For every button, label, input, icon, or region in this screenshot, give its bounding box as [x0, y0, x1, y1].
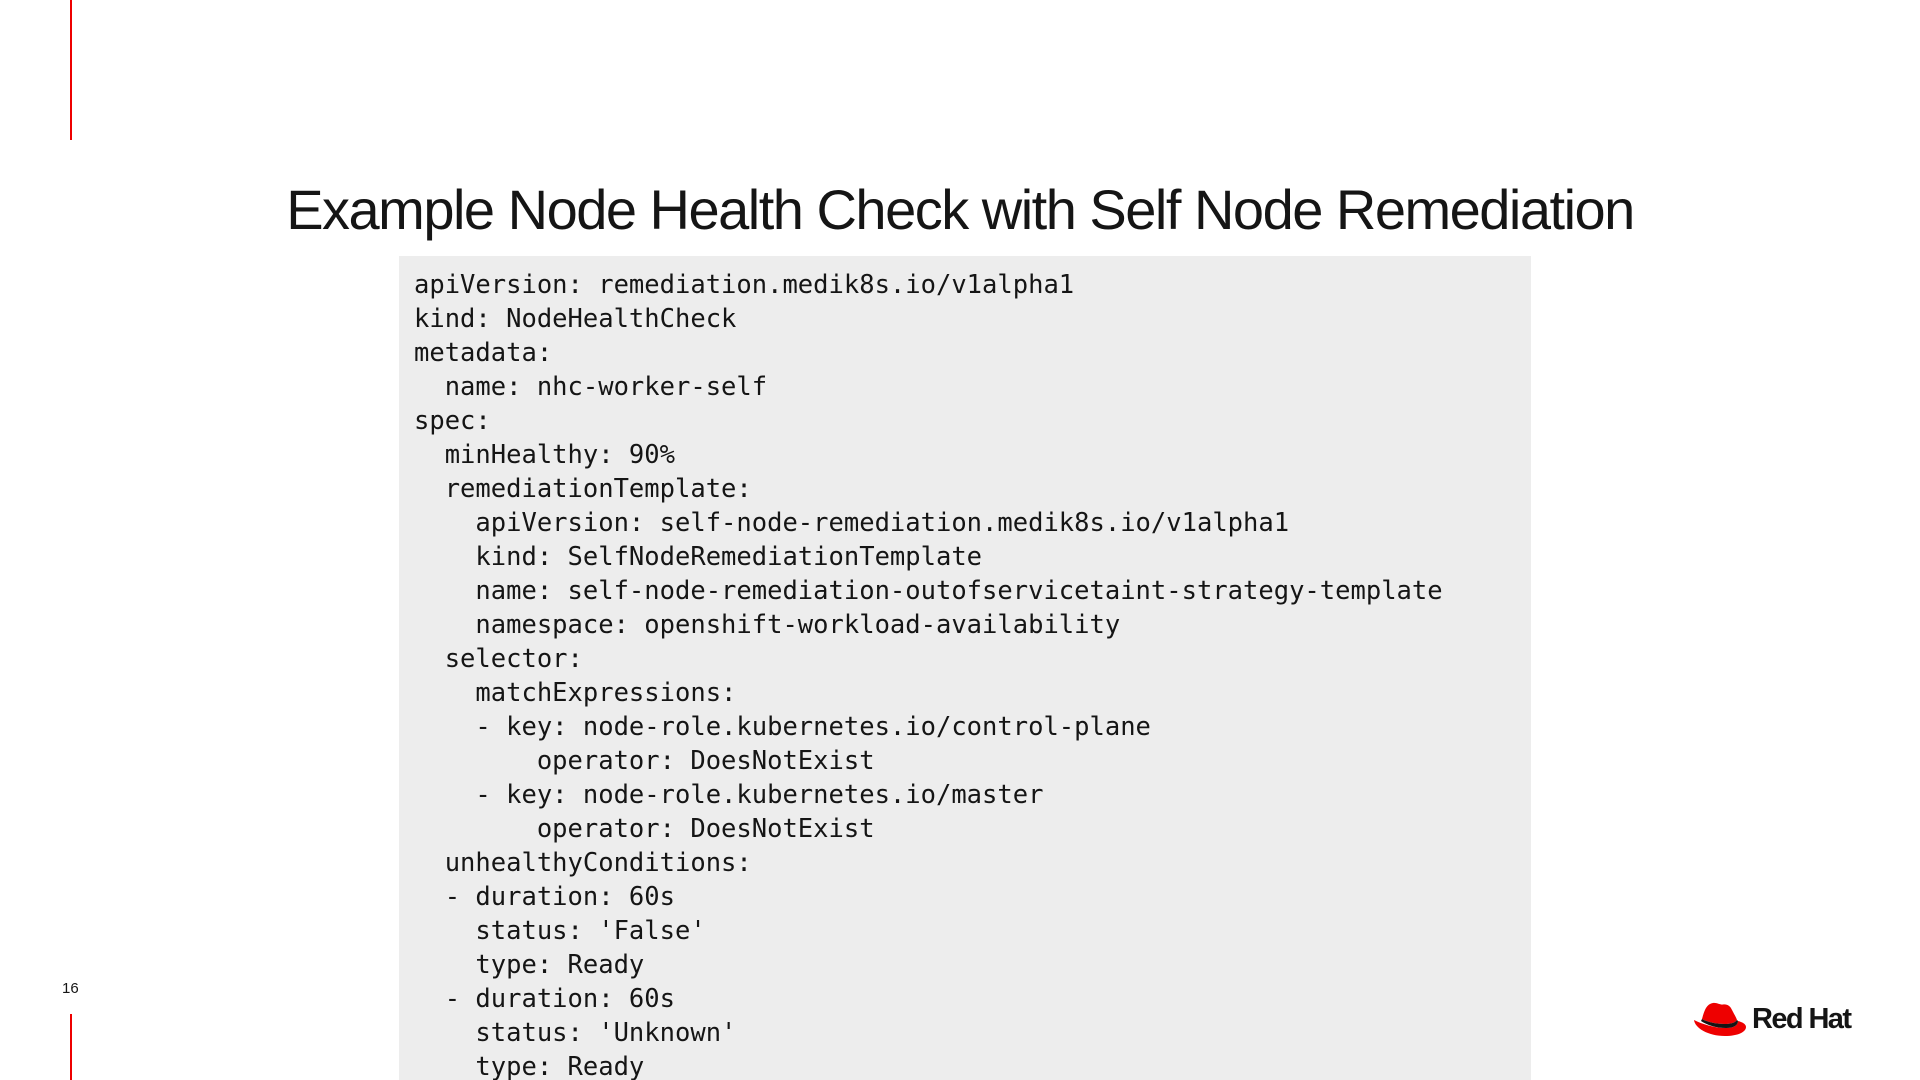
code-line: name: self-node-remediation-outofservicetaint-strategy-template: [414, 576, 1443, 606]
code-line: type: Ready: [414, 1052, 645, 1080]
code-line: kind: SelfNodeRemediationTemplate: [414, 542, 983, 572]
code-line: - key: node-role.kubernetes.io/master: [414, 780, 1044, 810]
code-line: - duration: 60s: [414, 984, 675, 1014]
red-hat-fedora-icon: [1692, 998, 1748, 1040]
code-line: remediationTemplate:: [414, 474, 752, 504]
code-line: metadata:: [414, 338, 553, 368]
code-line: matchExpressions:: [414, 678, 737, 708]
code-line: spec:: [414, 406, 491, 436]
code-line: namespace: openshift-workload-availability: [414, 610, 1121, 640]
code-line: - key: node-role.kubernetes.io/control-plane: [414, 712, 1151, 742]
red-hat-logo: [1692, 994, 1854, 1044]
code-line: type: Ready: [414, 950, 645, 980]
logo-text: Red Hat: [1752, 1002, 1851, 1035]
code-line: unhealthyConditions:: [414, 848, 752, 878]
code-line: kind: NodeHealthCheck: [414, 304, 737, 334]
code-line: - duration: 60s: [414, 882, 675, 912]
code-line: status: 'False': [414, 916, 706, 946]
code-line: selector:: [414, 644, 583, 674]
code-line: operator: DoesNotExist: [414, 814, 875, 844]
accent-rule-top: [70, 0, 72, 140]
slide-title: Example Node Health Check with Self Node Remediation: [286, 178, 1634, 241]
code-line: apiVersion: remediation.medik8s.io/v1alpha1: [414, 270, 1075, 300]
code-line: apiVersion: self-node-remediation.medik8s.io/v1alpha1: [414, 508, 1290, 538]
code-block: [399, 256, 1531, 1080]
page-number: 16: [62, 980, 79, 997]
accent-rule-bottom: [70, 1014, 72, 1080]
code-line: operator: DoesNotExist: [414, 746, 875, 776]
code-line: status: 'Unknown': [414, 1018, 737, 1048]
code-line: name: nhc-worker-self: [414, 372, 768, 402]
code-line: minHealthy: 90%: [414, 440, 675, 470]
